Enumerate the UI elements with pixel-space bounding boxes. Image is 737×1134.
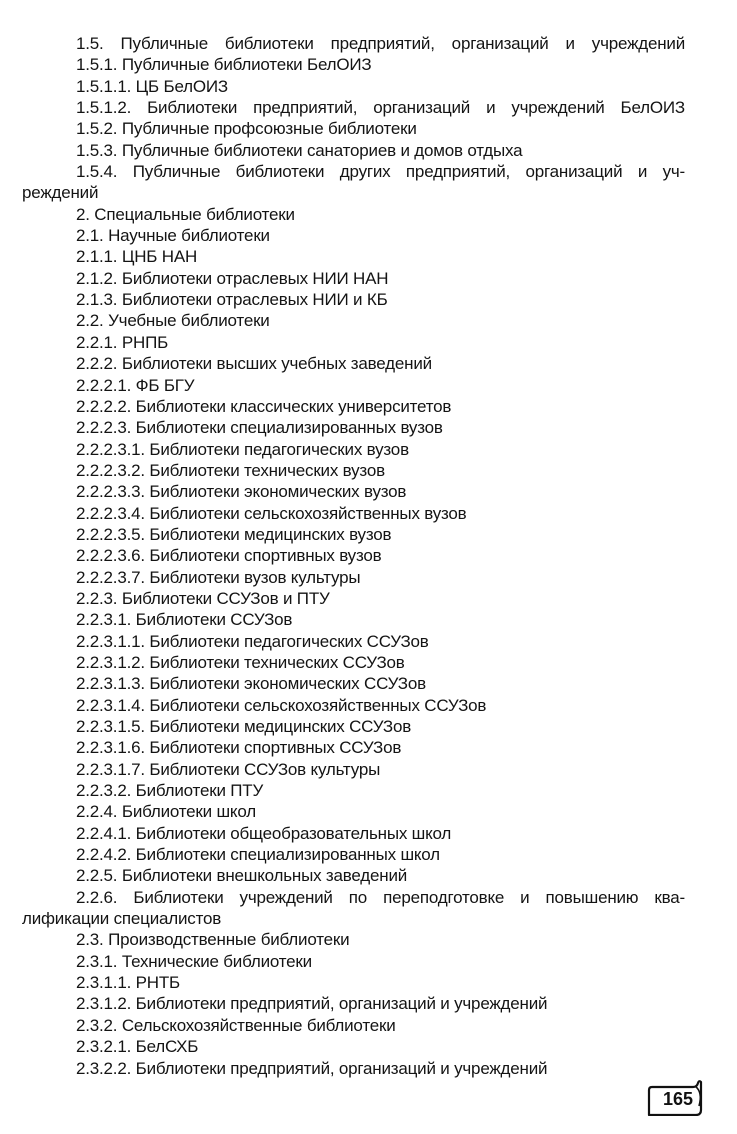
list-item: 1.5.1. Публичные библиотеки БелОИЗ <box>76 55 372 75</box>
list-item: 2.3.1.2. Библиотеки предприятий, организаций и учреждений <box>76 994 548 1014</box>
list-item: 1.5.1.2. Библиотеки предприятий, организаций и учреждений БелОИЗ <box>76 98 685 118</box>
list-item: 2.3.2.2. Библиотеки предприятий, организаций и учреждений <box>76 1058 548 1078</box>
list-item: 2.2.3. Библиотеки ССУЗов и ПТУ <box>76 588 330 608</box>
classification-list <box>0 33 737 1079</box>
list-item: 2.2.2.3.5. Библиотеки медицинских вузов <box>76 524 392 544</box>
list-item: 2.2.2.2. Библиотеки классических университетов <box>76 396 452 416</box>
list-item: 2.2.1. РНПБ <box>76 332 169 352</box>
list-item: 2.2.3.1.1. Библиотеки педагогических ССУЗов <box>76 631 429 651</box>
list-item: 2.2.2.3.6. Библиотеки спортивных вузов <box>76 546 382 566</box>
list-item-continuation: реждений <box>22 183 99 203</box>
list-item: 2.2.4.1. Библиотеки общеобразовательных школ <box>76 823 452 843</box>
list-item: 2.3.1.1. РНТБ <box>76 973 180 993</box>
list-item: 2.2.2.3.3. Библиотеки экономических вузов <box>76 482 407 502</box>
list-item: 2.2.3.1.7. Библиотеки ССУЗов культуры <box>76 759 381 779</box>
list-item: 2.1. Научные библиотеки <box>76 226 270 246</box>
list-item: 2.2.3.1.2. Библиотеки технических ССУЗов <box>76 652 405 672</box>
list-item: 2.3.1. Технические библиотеки <box>76 951 312 971</box>
list-item: 2.3.2. Сельскохозяйственные библиотеки <box>76 1015 396 1035</box>
list-item: 2.2.2.3.2. Библиотеки технических вузов <box>76 460 385 480</box>
list-item: 2.2.3.1. Библиотеки ССУЗов <box>76 610 293 630</box>
list-item: 2.2.4.2. Библиотеки специализированных школ <box>76 845 440 865</box>
list-item: 1.5.1.1. ЦБ БелОИЗ <box>76 76 228 96</box>
list-item: 1.5.2. Публичные профсоюзные библиотеки <box>76 119 417 139</box>
list-item: 2.2.3.1.3. Библиотеки экономических ССУЗов <box>76 674 426 694</box>
page-number-tab <box>643 1080 705 1116</box>
list-item: 2.2.5. Библиотеки внешкольных заведений <box>76 866 408 886</box>
list-item: 2.2.6. Библиотеки учреждений по переподготовке и повышению ква- <box>76 887 685 907</box>
list-item: 2.2.2.3.4. Библиотеки сельскохозяйственных вузов <box>76 503 467 523</box>
list-item: 1.5. Публичные библиотеки предприятий, организаций и учреждений <box>76 34 685 53</box>
list-item: 2.3.2.1. БелСХБ <box>76 1037 199 1057</box>
list-item: 2.2. Учебные библиотеки <box>76 311 270 331</box>
list-item: 2.2.3.2. Библиотеки ПТУ <box>76 781 264 801</box>
list-item: 2.2.2.3. Библиотеки специализированных вузов <box>76 418 443 438</box>
list-item: 2.2.2.3.7. Библиотеки вузов культуры <box>76 567 361 587</box>
list-item: 2.1.3. Библиотеки отраслевых НИИ и КБ <box>76 290 388 310</box>
list-item: 2.2.2. Библиотеки высших учебных заведений <box>76 354 432 374</box>
list-item: 2.1.2. Библиотеки отраслевых НИИ НАН <box>76 268 389 288</box>
list-item: 2.2.3.1.5. Библиотеки медицинских ССУЗов <box>76 717 412 736</box>
list-item: 2.2.3.1.6. Библиотеки спортивных ССУЗов <box>76 738 402 758</box>
list-item: 2.2.2.3.1. Библиотеки педагогических вузов <box>76 439 409 459</box>
list-item: 2.2.4. Библиотеки школ <box>76 802 256 822</box>
list-item: 1.5.4. Публичные библиотеки других предприятий, организаций и уч- <box>76 162 685 182</box>
list-item: 1.5.3. Публичные библиотеки санаториев и домов отдыха <box>76 140 523 160</box>
page-number: 165 <box>662 1089 694 1109</box>
list-item-continuation: лификации специалистов <box>22 909 222 929</box>
list-item: 2. Специальные библиотеки <box>76 204 295 224</box>
list-item: 2.3. Производственные библиотеки <box>76 930 350 950</box>
list-item: 2.2.3.1.4. Библиотеки сельскохозяйственных ССУЗов <box>76 695 487 715</box>
list-item: 2.2.2.1. ФБ БГУ <box>76 375 195 395</box>
list-item: 2.1.1. ЦНБ НАН <box>76 247 198 267</box>
